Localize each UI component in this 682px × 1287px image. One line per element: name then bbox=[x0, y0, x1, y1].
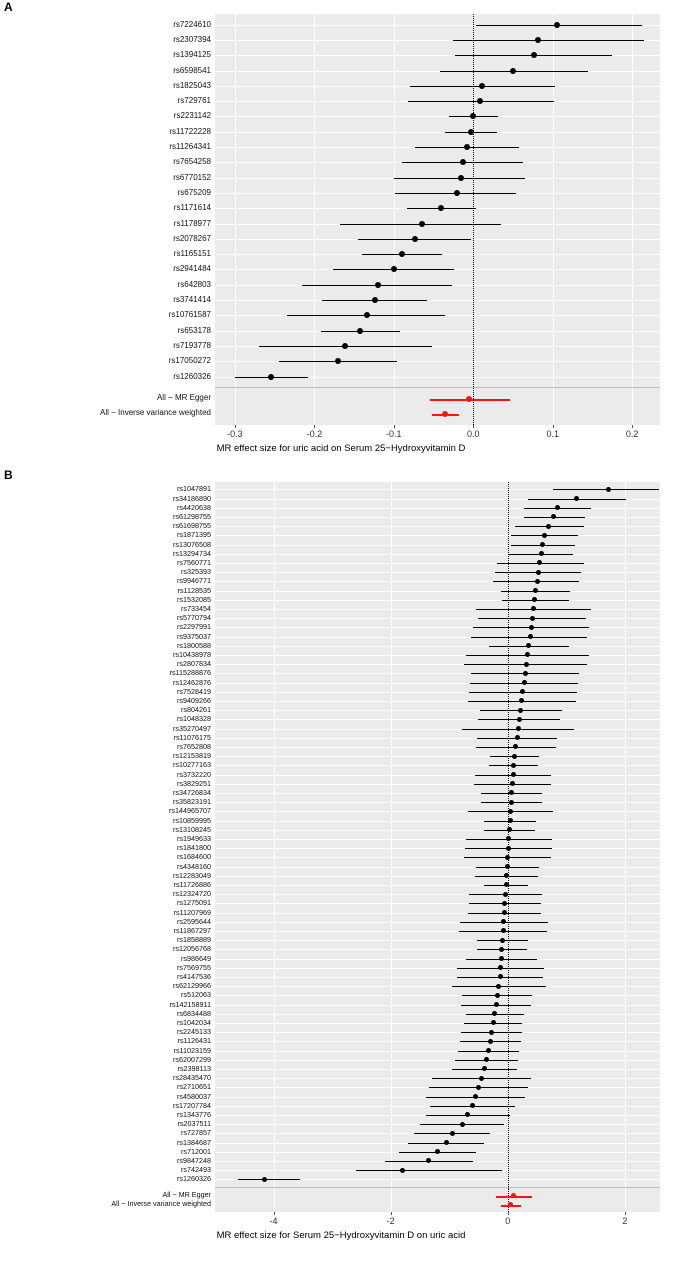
row-label: rs1165151 bbox=[173, 249, 211, 259]
row-label: rs12153819 bbox=[173, 751, 211, 761]
panel-b-plot bbox=[0, 482, 682, 1242]
row-label: rs729761 bbox=[177, 96, 211, 106]
confidence-interval bbox=[356, 1170, 502, 1171]
row-label: rs9946771 bbox=[177, 576, 211, 586]
effect-estimate-point bbox=[520, 689, 525, 694]
row-label: rs712001 bbox=[181, 1146, 211, 1156]
row-label: rs10277163 bbox=[173, 760, 211, 770]
reference-line bbox=[508, 1188, 509, 1212]
effect-estimate-point bbox=[268, 374, 274, 380]
row-label: rs1260326 bbox=[177, 1174, 211, 1184]
effect-estimate-point bbox=[499, 956, 504, 961]
row-label: rs2297991 bbox=[177, 622, 211, 632]
effect-estimate-point bbox=[505, 864, 510, 869]
effect-estimate-point bbox=[499, 947, 504, 952]
effect-estimate-point bbox=[489, 1030, 494, 1035]
effect-estimate-point bbox=[554, 22, 560, 28]
row-label: rs1841800 bbox=[177, 843, 211, 853]
effect-estimate-point bbox=[479, 83, 485, 89]
effect-estimate-point bbox=[555, 505, 560, 510]
effect-estimate-point bbox=[531, 606, 536, 611]
row-label: rs1171614 bbox=[173, 203, 211, 213]
row-label: rs2710651 bbox=[177, 1082, 211, 1092]
effect-estimate-point bbox=[531, 52, 537, 58]
row-label: rs7652808 bbox=[177, 741, 211, 751]
x-tick-label: -2 bbox=[386, 1216, 395, 1227]
row-label: rs1260326 bbox=[173, 371, 211, 381]
row-label: rs1178977 bbox=[173, 218, 211, 228]
effect-estimate-point bbox=[482, 1066, 487, 1071]
effect-estimate-point bbox=[508, 818, 513, 823]
reference-line bbox=[473, 388, 474, 425]
x-tick-label: -0.3 bbox=[227, 428, 243, 439]
row-label: rs11867297 bbox=[173, 925, 211, 935]
panel-a bbox=[0, 0, 682, 454]
row-label: rs6598541 bbox=[173, 65, 211, 75]
effect-estimate-point bbox=[510, 68, 516, 74]
row-label: rs2807834 bbox=[177, 659, 211, 669]
row-label: rs2231142 bbox=[173, 111, 211, 121]
x-tick-mark bbox=[553, 425, 554, 428]
effect-estimate-point bbox=[511, 763, 516, 768]
row-label: rs9847248 bbox=[177, 1155, 211, 1165]
row-label: rs12324720 bbox=[173, 889, 211, 899]
row-label: rs35823191 bbox=[173, 797, 211, 807]
row-label: rs17050272 bbox=[168, 356, 211, 366]
effect-estimate-point bbox=[535, 37, 541, 43]
effect-estimate-point bbox=[498, 974, 503, 979]
effect-estimate-point bbox=[494, 1002, 499, 1007]
row-label: rs2037511 bbox=[177, 1119, 211, 1129]
x-tick-mark bbox=[632, 425, 633, 428]
row-label: rs1047891 bbox=[177, 484, 211, 494]
effect-estimate-point bbox=[503, 892, 508, 897]
effect-estimate-point bbox=[262, 1177, 267, 1182]
panel-b-summary-area bbox=[215, 1187, 660, 1212]
row-label: rs4580037 bbox=[177, 1091, 211, 1101]
summary-estimate-point bbox=[442, 411, 448, 417]
effect-estimate-point bbox=[495, 993, 500, 998]
effect-estimate-point bbox=[364, 312, 370, 318]
summary-label: All − MR Egger bbox=[156, 392, 211, 402]
row-label: rs2078267 bbox=[173, 233, 211, 243]
row-label: rs1275091 bbox=[177, 898, 211, 908]
x-tick-mark bbox=[314, 425, 315, 428]
summary-label: All − Inverse variance weighted bbox=[100, 408, 211, 418]
effect-estimate-point bbox=[473, 1094, 478, 1099]
row-label: rs11207969 bbox=[173, 907, 211, 917]
effect-estimate-point bbox=[488, 1039, 493, 1044]
row-label: rs35270497 bbox=[173, 723, 211, 733]
row-label: rs1871395 bbox=[177, 530, 211, 540]
x-tick-mark bbox=[235, 425, 236, 428]
effect-estimate-point bbox=[506, 846, 511, 851]
effect-estimate-point bbox=[470, 1103, 475, 1108]
row-label: rs3741414 bbox=[173, 295, 211, 305]
x-tick-label: -0.1 bbox=[386, 428, 402, 439]
row-label: rs5770794 bbox=[177, 613, 211, 623]
row-label: rs144965707 bbox=[169, 806, 211, 816]
effect-estimate-point bbox=[399, 251, 405, 257]
row-label: rs986649 bbox=[181, 953, 211, 963]
x-tick-label: 2 bbox=[622, 1216, 628, 1227]
x-tick-label: 0.0 bbox=[466, 428, 480, 439]
effect-estimate-point bbox=[460, 1122, 465, 1127]
effect-estimate-point bbox=[477, 98, 483, 104]
row-label: rs1128535 bbox=[177, 585, 211, 595]
panel-b-x-axis bbox=[215, 1212, 660, 1228]
panel-b-plot-area bbox=[215, 482, 660, 1187]
effect-estimate-point bbox=[484, 1057, 489, 1062]
effect-estimate-point bbox=[519, 698, 524, 703]
summary-label: All − MR Egger bbox=[162, 1189, 211, 1199]
row-label: rs2941484 bbox=[173, 264, 211, 274]
row-label: rs10859995 bbox=[173, 815, 211, 825]
x-tick-label: -0.2 bbox=[306, 428, 323, 439]
row-label: rs1858889 bbox=[177, 935, 211, 945]
effect-estimate-point bbox=[509, 800, 514, 805]
row-label: rs10438978 bbox=[173, 649, 211, 659]
row-label: rs804261 bbox=[181, 705, 211, 715]
panel-a-x-axis bbox=[215, 425, 660, 441]
effect-estimate-point bbox=[502, 910, 507, 915]
effect-estimate-point bbox=[512, 754, 517, 759]
effect-estimate-point bbox=[536, 570, 541, 575]
effect-estimate-point bbox=[540, 542, 545, 547]
row-label: rs2245133 bbox=[177, 1027, 211, 1037]
effect-estimate-point bbox=[470, 113, 476, 119]
x-tick-label: -4 bbox=[269, 1216, 278, 1227]
row-label: rs653178 bbox=[177, 325, 211, 335]
row-label: rs13294734 bbox=[173, 548, 211, 558]
row-label: rs727857 bbox=[181, 1128, 211, 1138]
effect-estimate-point bbox=[491, 1020, 496, 1025]
panel-a-summary-area bbox=[215, 387, 660, 425]
effect-estimate-point bbox=[486, 1048, 491, 1053]
x-tick-mark bbox=[508, 1212, 509, 1215]
effect-estimate-point bbox=[501, 919, 506, 924]
row-label: rs12056768 bbox=[173, 944, 211, 954]
row-label: rs1048328 bbox=[177, 714, 211, 724]
effect-estimate-point bbox=[523, 671, 528, 676]
effect-estimate-point bbox=[476, 1085, 481, 1090]
row-label: rs61298755 bbox=[173, 511, 211, 521]
row-label: rs7654258 bbox=[173, 157, 211, 167]
effect-estimate-point bbox=[509, 790, 514, 795]
row-label: rs115288876 bbox=[169, 668, 211, 678]
row-label: rs642803 bbox=[177, 279, 211, 289]
effect-estimate-point bbox=[372, 297, 378, 303]
row-label: rs2307394 bbox=[173, 34, 211, 44]
row-label: rs11264341 bbox=[169, 142, 211, 152]
x-tick-label: 0.1 bbox=[546, 428, 559, 439]
panel-a-plot-area bbox=[215, 14, 660, 387]
row-label: rs13076508 bbox=[173, 539, 211, 549]
row-label: rs4147536 bbox=[177, 971, 211, 981]
effect-estimate-point bbox=[526, 643, 531, 648]
row-label: rs28435470 bbox=[173, 1073, 211, 1083]
effect-estimate-point bbox=[533, 588, 538, 593]
effect-estimate-point bbox=[454, 190, 460, 196]
effect-estimate-point bbox=[412, 236, 418, 242]
row-label: rs7224610 bbox=[173, 19, 211, 29]
row-label: rs3732220 bbox=[177, 769, 211, 779]
effect-estimate-point bbox=[468, 129, 474, 135]
row-label: rs4420638 bbox=[177, 502, 211, 512]
row-label: rs13108245 bbox=[173, 824, 211, 834]
row-label: rs6834488 bbox=[177, 1008, 211, 1018]
row-label: rs34186890 bbox=[173, 493, 211, 503]
effect-estimate-point bbox=[606, 487, 611, 492]
row-label: rs1384687 bbox=[177, 1137, 211, 1147]
row-label: rs2595644 bbox=[177, 916, 211, 926]
effect-estimate-point bbox=[574, 496, 579, 501]
confidence-interval bbox=[453, 40, 644, 41]
row-label: rs512063 bbox=[181, 990, 211, 1000]
effect-estimate-point bbox=[506, 836, 511, 841]
panel-b-x-axis-title: MR effect size for Serum 25−Hydroxyvitamin D on uric acid bbox=[216, 1230, 466, 1242]
panel-a-row-labels bbox=[0, 14, 211, 424]
row-label: rs7528419 bbox=[177, 686, 211, 696]
panel-a-plot bbox=[0, 14, 682, 454]
row-label: rs11726886 bbox=[173, 879, 211, 889]
row-label: rs1949633 bbox=[177, 833, 211, 843]
row-label: rs1684600 bbox=[177, 852, 211, 862]
effect-estimate-point bbox=[357, 328, 363, 334]
effect-estimate-point bbox=[496, 984, 501, 989]
effect-estimate-point bbox=[542, 533, 547, 538]
row-label: rs1394125 bbox=[173, 50, 211, 60]
row-label: rs7569755 bbox=[177, 962, 211, 972]
row-label: rs7193778 bbox=[173, 340, 211, 350]
effect-estimate-point bbox=[508, 809, 513, 814]
effect-estimate-point bbox=[528, 634, 533, 639]
effect-estimate-point bbox=[419, 221, 425, 227]
panel-b-row-labels bbox=[0, 482, 211, 1212]
row-label: rs1532085 bbox=[177, 594, 211, 604]
row-label: rs1825043 bbox=[173, 80, 211, 90]
effect-estimate-point bbox=[524, 662, 529, 667]
effect-estimate-point bbox=[501, 928, 506, 933]
summary-estimate-point bbox=[466, 396, 472, 402]
effect-estimate-point bbox=[511, 772, 516, 777]
row-label: rs7560771 bbox=[177, 557, 211, 567]
effect-estimate-point bbox=[500, 938, 505, 943]
row-label: rs11076175 bbox=[173, 732, 211, 742]
panel-a-x-axis-title: MR effect size for uric acid on Serum 25−Hydroxyvitamin D bbox=[216, 442, 466, 454]
row-label: rs2398113 bbox=[177, 1063, 211, 1073]
row-label: rs325393 bbox=[181, 567, 211, 577]
effect-estimate-point bbox=[458, 175, 464, 181]
effect-estimate-point bbox=[532, 597, 537, 602]
effect-estimate-point bbox=[435, 1149, 440, 1154]
effect-estimate-point bbox=[464, 144, 470, 150]
effect-estimate-point bbox=[513, 744, 518, 749]
row-label: rs12283049 bbox=[173, 870, 211, 880]
effect-estimate-point bbox=[335, 358, 341, 364]
summary-label: All − Inverse variance weighted bbox=[111, 1198, 211, 1208]
effect-estimate-point bbox=[505, 855, 510, 860]
x-tick-mark bbox=[394, 425, 395, 428]
panel-b-letter: B bbox=[4, 467, 13, 482]
row-label: rs6770152 bbox=[173, 172, 211, 182]
x-tick-mark bbox=[274, 1212, 275, 1215]
confidence-interval bbox=[238, 1179, 299, 1180]
x-tick-label: 0.2 bbox=[625, 428, 639, 439]
row-label: rs1126431 bbox=[177, 1036, 211, 1046]
row-label: rs9409266 bbox=[177, 695, 211, 705]
effect-estimate-point bbox=[535, 579, 540, 584]
reference-line bbox=[508, 482, 509, 1187]
effect-estimate-point bbox=[537, 560, 542, 565]
effect-estimate-point bbox=[525, 652, 530, 657]
effect-estimate-point bbox=[460, 159, 466, 165]
effect-estimate-point bbox=[426, 1158, 431, 1163]
row-label: rs11023159 bbox=[173, 1045, 211, 1055]
effect-estimate-point bbox=[530, 616, 535, 621]
effect-estimate-point bbox=[546, 524, 551, 529]
row-label: rs62129966 bbox=[173, 981, 211, 991]
effect-estimate-point bbox=[450, 1131, 455, 1136]
row-label: rs12462876 bbox=[173, 677, 211, 687]
x-tick-mark bbox=[473, 425, 474, 428]
row-label: rs11722228 bbox=[169, 126, 211, 136]
x-tick-mark bbox=[391, 1212, 392, 1215]
effect-estimate-point bbox=[342, 343, 348, 349]
effect-estimate-point bbox=[375, 282, 381, 288]
row-label: rs1042034 bbox=[177, 1017, 211, 1027]
x-tick-label: 0 bbox=[505, 1216, 511, 1227]
effect-estimate-point bbox=[492, 1011, 497, 1016]
row-label: rs733454 bbox=[181, 603, 211, 613]
row-label: rs675209 bbox=[177, 187, 211, 197]
row-label: rs10761587 bbox=[168, 310, 211, 320]
row-label: rs17207784 bbox=[173, 1100, 211, 1110]
effect-estimate-point bbox=[400, 1168, 405, 1173]
effect-estimate-point bbox=[502, 901, 507, 906]
effect-estimate-point bbox=[529, 625, 534, 630]
effect-estimate-point bbox=[465, 1112, 470, 1117]
effect-estimate-point bbox=[391, 266, 397, 272]
effect-estimate-point bbox=[551, 514, 556, 519]
effect-estimate-point bbox=[518, 708, 523, 713]
row-label: rs61698755 bbox=[173, 521, 211, 531]
effect-estimate-point bbox=[479, 1076, 484, 1081]
row-label: rs742493 bbox=[181, 1165, 211, 1175]
row-label: rs3829251 bbox=[177, 778, 211, 788]
effect-estimate-point bbox=[516, 726, 521, 731]
row-label: rs62007299 bbox=[173, 1054, 211, 1064]
effect-estimate-point bbox=[517, 717, 522, 722]
row-label: rs34726834 bbox=[173, 787, 211, 797]
row-label: rs1343776 bbox=[177, 1109, 211, 1119]
effect-estimate-point bbox=[507, 827, 512, 832]
row-label: rs9375037 bbox=[177, 631, 211, 641]
effect-estimate-point bbox=[444, 1140, 449, 1145]
panel-a-letter: A bbox=[4, 0, 13, 14]
row-label: rs1800588 bbox=[177, 640, 211, 650]
x-tick-mark bbox=[625, 1212, 626, 1215]
effect-estimate-point bbox=[515, 735, 520, 740]
effect-estimate-point bbox=[522, 680, 527, 685]
effect-estimate-point bbox=[510, 781, 515, 786]
effect-estimate-point bbox=[539, 551, 544, 556]
panel-b bbox=[0, 468, 682, 1242]
effect-estimate-point bbox=[438, 205, 444, 211]
row-label: rs4348160 bbox=[177, 861, 211, 871]
effect-estimate-point bbox=[498, 965, 503, 970]
row-label: rs142158911 bbox=[169, 999, 211, 1009]
